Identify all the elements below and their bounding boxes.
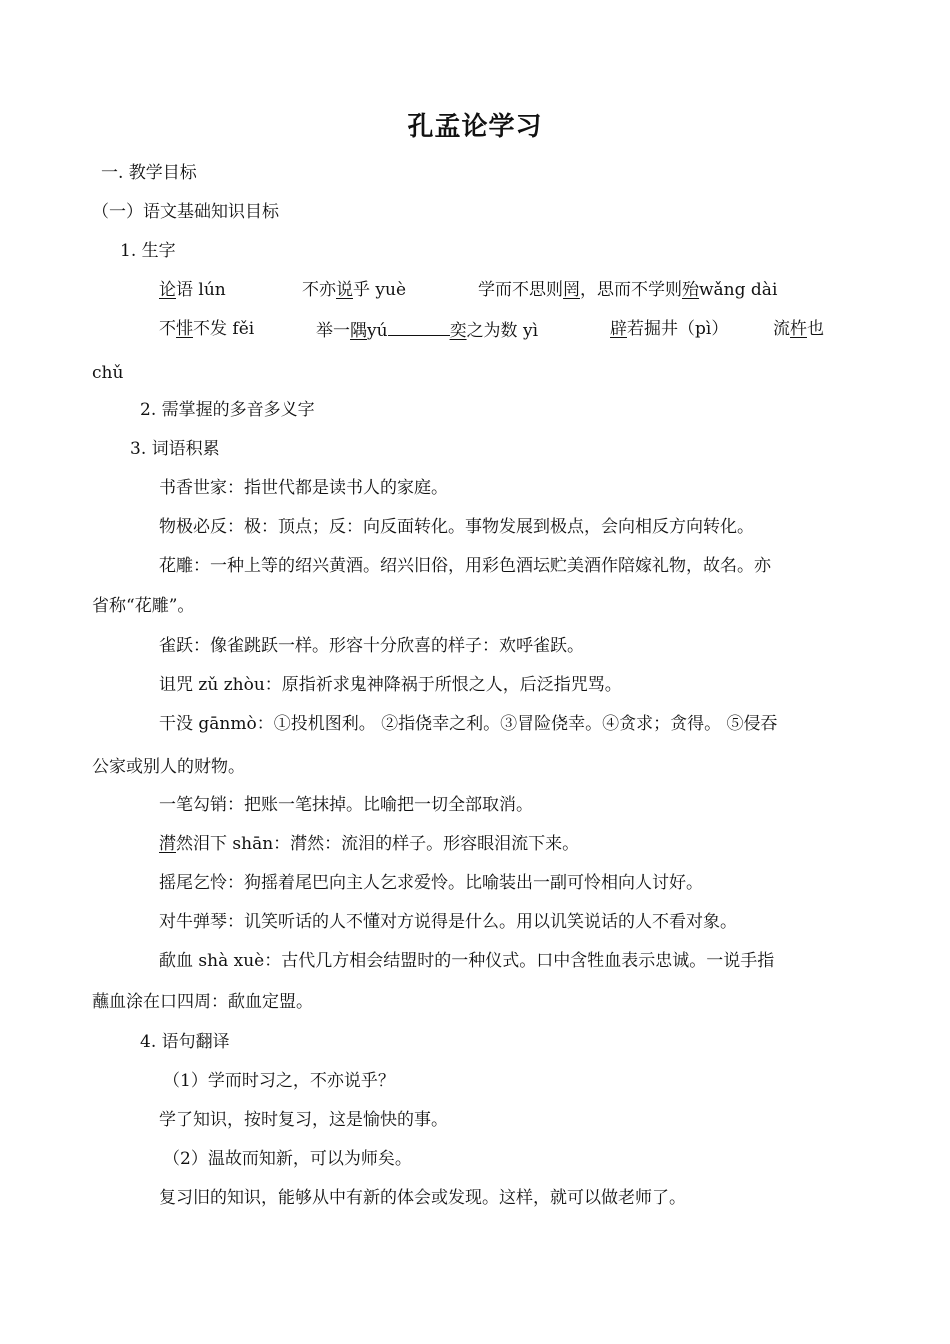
vocab-entry: 歃血 shà xuè：古代几方相会结盟时的一种仪式。口中含牲血表示忠诚。一说手指	[159, 951, 775, 971]
vocab-entry: 诅咒 zǔ zhòu：原指祈求鬼神降祸于所恨之人，后泛指咒骂。	[159, 675, 622, 695]
fill-blank-line	[388, 317, 450, 336]
underlined-char: 悱	[176, 319, 193, 339]
translation-answer: 学了知识，按时复习，这是愉快的事。	[159, 1110, 448, 1130]
vocab-entry: 一笔勾销：把账一笔抹掉。比喻把一切全部取消。	[159, 795, 533, 815]
char-entry-wang-dai: 学而不思则罔，思而不学则殆wǎng dài	[478, 280, 778, 300]
translation-question: （1）学而时习之，不亦说乎？	[163, 1071, 395, 1091]
item-heading-polyphonic: 2. 需掌握的多音多义字	[140, 400, 315, 420]
translation-question: （2）温故而知新，可以为师矣。	[163, 1149, 412, 1169]
char-entry-pi: 辟若掘井（pì）	[610, 319, 729, 339]
subsection-heading-basic-knowledge: （一）语文基础知识目标	[92, 202, 279, 222]
underlined-char: 隅	[350, 321, 367, 341]
item-heading-vocabulary: 3. 词语积累	[130, 439, 220, 459]
vocab-entry: 对牛弹琴：讥笑听话的人不懂对方说得是什么。用以讥笑说话的人不看对象。	[159, 912, 737, 932]
char-entry-yue: 不亦说乎 yuè	[302, 280, 407, 300]
underlined-char: 论	[159, 280, 176, 300]
underlined-char: 潸	[159, 834, 176, 854]
vocab-entry: 书香世家：指世代都是读书人的家庭。	[159, 478, 448, 498]
vocab-entry: 雀跃：像雀跳跃一样。形容十分欣喜的样子：欢呼雀跃。	[159, 636, 584, 656]
translation-answer: 复习旧的知识，能够从中有新的体会或发现。这样，就可以做老师了。	[159, 1188, 686, 1208]
underlined-char: 奕	[449, 321, 467, 341]
vocab-entry: 干没 gānmò：①投机图利。 ②指侥幸之利。③冒险侥幸。④贪求；贪得。 ⑤侵吞	[159, 714, 778, 734]
vocab-entry-continued: 蘸血涂在口四周：歃血定盟。	[92, 992, 313, 1012]
underlined-char: 辟	[610, 319, 627, 339]
char-entry-chu: 流杵也	[773, 319, 824, 339]
item-heading-translation: 4. 语句翻译	[140, 1032, 230, 1052]
vocab-entry-continued: 省称“花雕”。	[92, 596, 195, 616]
char-entry-chu-pinyin: chǔ	[92, 363, 124, 383]
item-heading-new-characters: 1. 生字	[120, 241, 176, 261]
vocab-entry: 摇尾乞怜：狗摇着尾巴向主人乞求爱怜。比喻装出一副可怜相向人讨好。	[159, 873, 703, 893]
char-entry-yu: 举一隅yú 奕之为数 yì	[316, 317, 538, 343]
char-entry-fei: 不悱不发 fěi	[159, 319, 255, 339]
vocab-entry: 潸然泪下 shān：潸然：流泪的样子。形容眼泪流下来。	[159, 834, 580, 854]
underlined-char: 杵	[790, 319, 807, 339]
underlined-char: 说	[336, 280, 353, 300]
char-entry-lun: 论语 lún	[159, 280, 226, 300]
vocab-entry: 物极必反：极：顶点；反：向反面转化。事物发展到极点，会向相反方向转化。	[159, 517, 754, 537]
underlined-char: 殆	[682, 280, 699, 300]
section-heading-objectives: 一. 教学目标	[101, 163, 197, 183]
document-title: 孔孟论学习	[407, 112, 543, 142]
vocab-entry: 花雕：一种上等的绍兴黄酒。绍兴旧俗，用彩色酒坛贮美酒作陪嫁礼物，故名。亦	[159, 556, 771, 576]
underlined-char: 罔	[563, 280, 580, 300]
vocab-entry-continued: 公家或别人的财物。	[92, 757, 245, 777]
